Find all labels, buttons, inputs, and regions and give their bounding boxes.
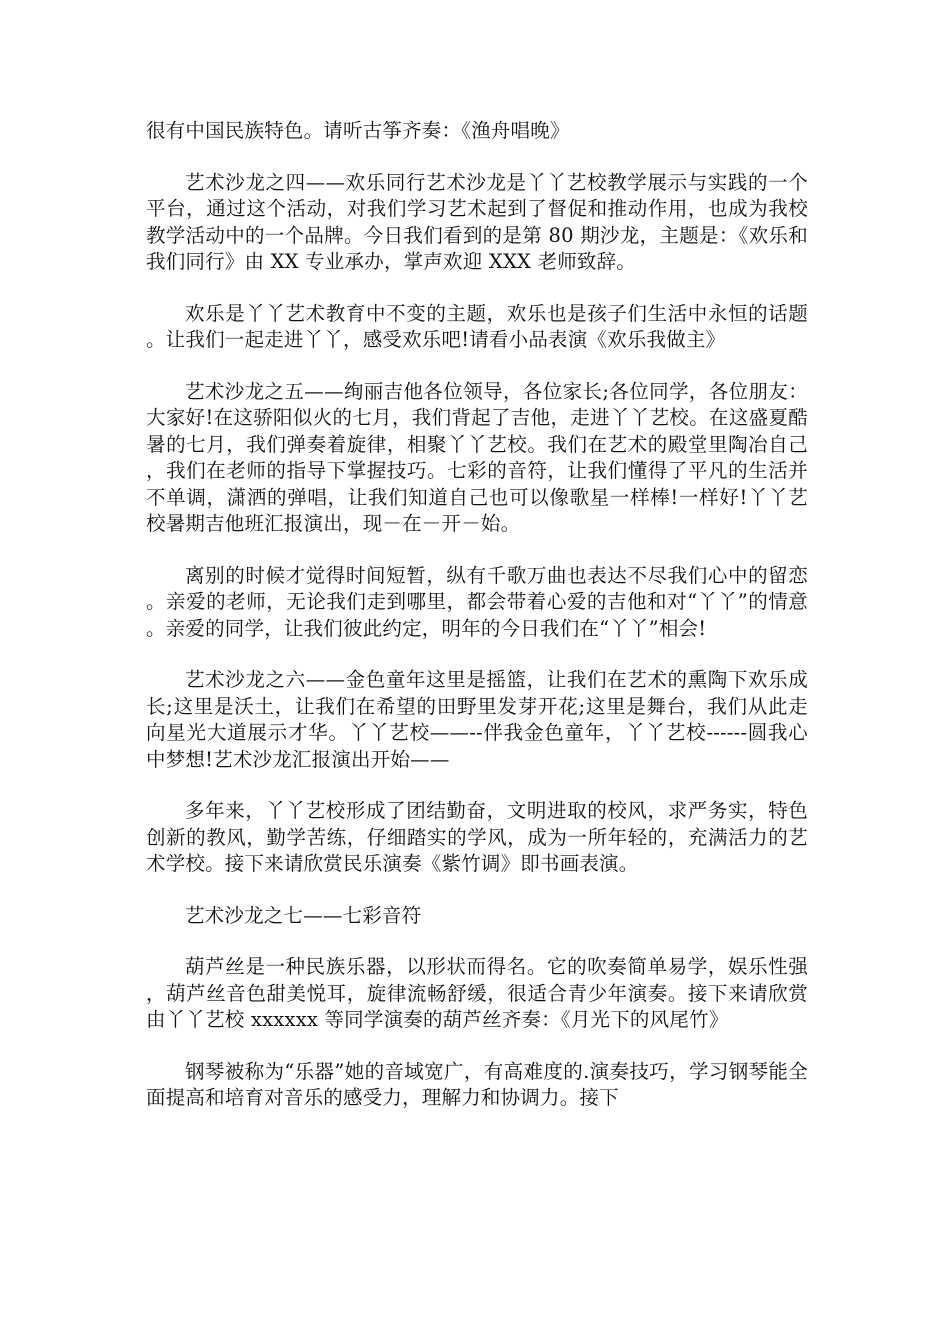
paragraph-6: 艺术沙龙之六——金色童年这里是摇篮，让我们在艺术的熏陶下欢乐成长;这里是沃土，让我们在希望的田野里发芽开花;这里是舞台，我们从此走向星光大道展示才华。丫丫艺校——--伴我金色童年，丫丫艺校------圆我心中梦想!艺术沙龙汇报演出开始—— (146, 668, 808, 771)
paragraph-1: 很有中国民族特色。请听古筝齐奏：《渔舟唱晚》 (146, 119, 570, 142)
paragraph-4: 艺术沙龙之五——绚丽吉他各位领导，各位家长;各位同学，各位朋友：大家好!在这骄阳似火的七月，我们背起了吉他，走进丫丫艺校。在这盛夏酷暑的七月，我们弹奏着旋律，相聚丫丫艺校。我们在艺术的殿堂里陶冶自己，我们在老师的指导下掌握技巧。七彩的音符，让我们懂得了平凡的生活并不单调，潇洒的弹唱，让我们知道自己也可以像歌星一样棒!一样好!丫丫艺校暑期吉他班汇报演出，现－在－开－始。 (146, 379, 808, 535)
paragraph-8: 艺术沙龙之七——七彩音符 (185, 903, 422, 927)
document-page (146, 118, 808, 1137)
paragraph-10: 钢琴被称为“乐器”她的音域宽广，有高难度的.演奏技巧，学习钢琴能全面提高和培育对音乐的感受力，理解力和协调力。接下 (146, 1059, 808, 1109)
paragraph-3: 欢乐是丫丫艺术教育中不变的主题，欢乐也是孩子们生活中永恒的话题。让我们一起走进丫丫，感受欢乐吧!请看小品表演《欢乐我做主》 (146, 301, 808, 351)
paragraph-5: 离别的时候才觉得时间短暂，纵有千歌万曲也表达不尽我们心中的留恋。亲爱的老师，无论我们走到哪里，都会带着心爱的吉他和对“丫丫”的情意。亲爱的同学，让我们彼此约定，明年的今日我们在“丫丫”相会! (146, 563, 808, 640)
paragraph-2: 艺术沙龙之四——欢乐同行艺术沙龙是丫丫艺校教学展示与实践的一个平台，通过这个活动，对我们学习艺术起到了督促和推动作用，也成为我校教学活动中的一个品牌。今日我们看到的是第 80 期沙龙，主题是：《欢乐和我们同行》由 XX 专业承办，掌声欢迎 XXX 老师致辞。 (146, 170, 808, 273)
paragraph-9: 葫芦丝是一种民族乐器，以形状而得名。它的吹奏简单易学，娱乐性强，葫芦丝音色甜美悦耳，旋律流畅舒缓，很适合青少年演奏。接下来请欣赏由丫丫艺校 xxxxxx 等同学演奏的葫芦丝齐奏：《月光下的风尾竹》 (146, 955, 808, 1031)
paragraph-7: 多年来，丫丫艺校形成了团结勤奋，文明进取的校风，求严务实，特色创新的教风，勤学苦练，仔细踏实的学风，成为一所年轻的，充满活力的艺术学校。接下来请欣赏民乐演奏《紫竹调》即书画表演。 (146, 799, 808, 875)
